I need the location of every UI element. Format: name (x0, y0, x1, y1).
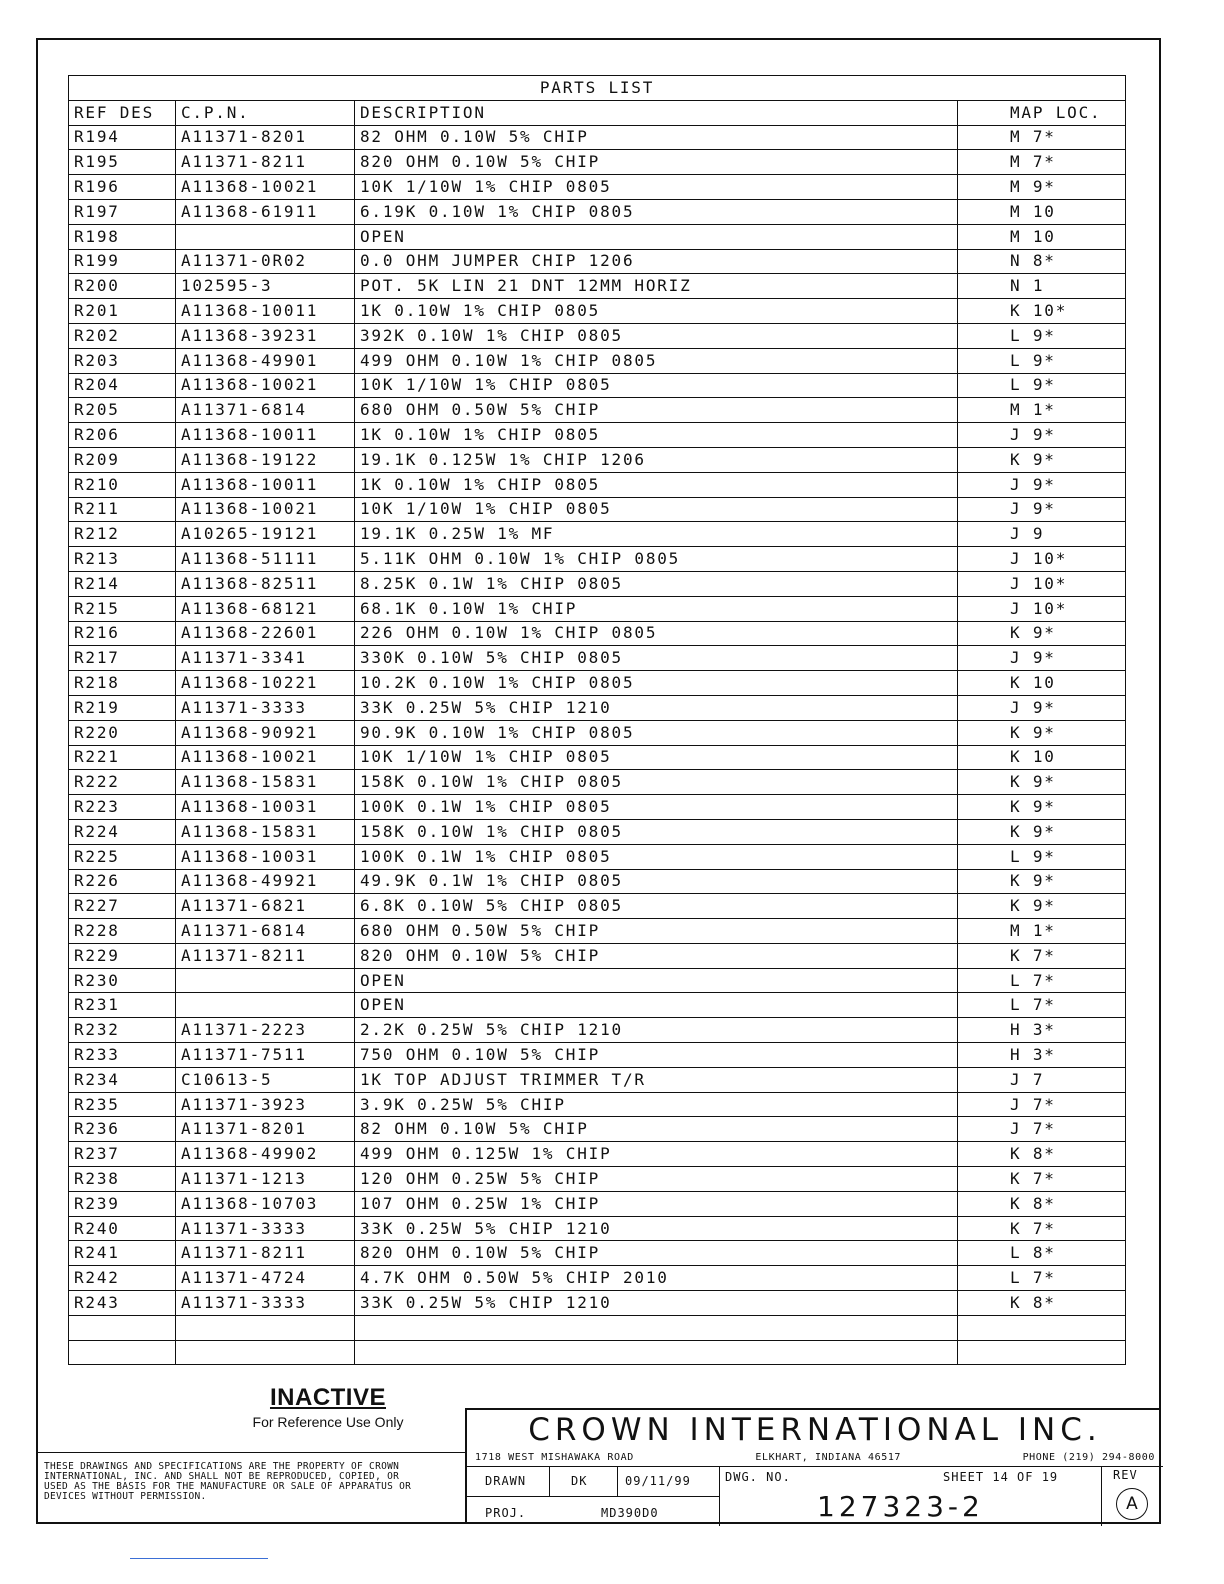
description-cell: OPEN (355, 224, 958, 249)
description-cell: 10K 1/10W 1% CHIP 0805 (355, 175, 958, 200)
map-loc-cell: J 10* (958, 571, 1126, 596)
map-loc-cell: J 7* (958, 1117, 1126, 1142)
header-description: DESCRIPTION (355, 100, 958, 125)
map-loc-cell: M 9* (958, 175, 1126, 200)
map-loc-cell: J 9 (958, 522, 1126, 547)
table-row (69, 646, 1126, 671)
cpn-cell: A11368-10031 (176, 795, 355, 820)
cpn-cell: A11368-39231 (176, 323, 355, 348)
ref-des-cell: R233 (69, 1043, 176, 1068)
ref-des-cell: R213 (69, 547, 176, 572)
cpn-cell: A11368-82511 (176, 571, 355, 596)
cpn-cell: A11368-68121 (176, 596, 355, 621)
map-loc-cell: K 9* (958, 819, 1126, 844)
ref-des-cell: R241 (69, 1241, 176, 1266)
ref-des-cell (69, 1340, 176, 1365)
ref-des-cell: R222 (69, 770, 176, 795)
map-loc-cell: H 3* (958, 1043, 1126, 1068)
ref-des-cell: R235 (69, 1092, 176, 1117)
map-loc-cell: L 9* (958, 323, 1126, 348)
ref-des-cell: R201 (69, 299, 176, 324)
description-cell: 330K 0.10W 5% CHIP 0805 (355, 646, 958, 671)
table-row (69, 398, 1126, 423)
ref-des-cell: R224 (69, 819, 176, 844)
ref-des-cell: R203 (69, 348, 176, 373)
drawn-proj-divider (467, 1496, 719, 1497)
company-address (475, 1452, 1155, 1463)
table-row (69, 522, 1126, 547)
cpn-cell: A11368-90921 (176, 720, 355, 745)
table-row (69, 1216, 1126, 1241)
description-cell: 10K 1/10W 1% CHIP 0805 (355, 745, 958, 770)
table-row (69, 869, 1126, 894)
table-row (69, 1067, 1126, 1092)
cpn-cell: A11371-3333 (176, 695, 355, 720)
ref-des-cell: R206 (69, 423, 176, 448)
description-cell: 19.1K 0.25W 1% MF (355, 522, 958, 547)
ref-des-cell: R209 (69, 447, 176, 472)
cpn-cell (176, 968, 355, 993)
description-cell: 33K 0.25W 5% CHIP 1210 (355, 695, 958, 720)
cpn-cell: A11368-15831 (176, 819, 355, 844)
description-cell: 499 OHM 0.125W 1% CHIP (355, 1142, 958, 1167)
cpn-cell: A11368-51111 (176, 547, 355, 572)
address-street: 1718 WEST MISHAWAKA ROAD (475, 1452, 634, 1463)
description-cell: 820 OHM 0.10W 5% CHIP (355, 150, 958, 175)
table-row (69, 472, 1126, 497)
ref-des-cell: R199 (69, 249, 176, 274)
parts-list-body (69, 125, 1126, 1365)
table-row (69, 1043, 1126, 1068)
ref-des-cell: R225 (69, 844, 176, 869)
ref-des-cell: R223 (69, 795, 176, 820)
parts-list-title: PARTS LIST (69, 76, 1126, 101)
table-row (69, 1241, 1126, 1266)
drawn-label: DRAWN (485, 1474, 527, 1488)
table-row (69, 373, 1126, 398)
map-loc-cell: K 9* (958, 795, 1126, 820)
table-row (69, 819, 1126, 844)
drawing-number: 127323-2 (817, 1490, 984, 1523)
cpn-cell: A11371-2223 (176, 1018, 355, 1043)
table-row (69, 1340, 1126, 1365)
map-loc-cell: J 7 (958, 1067, 1126, 1092)
cpn-cell: A11368-10221 (176, 671, 355, 696)
ref-des-cell: R200 (69, 274, 176, 299)
table-row (69, 299, 1126, 324)
description-cell: 680 OHM 0.50W 5% CHIP (355, 398, 958, 423)
cpn-cell: A11371-1213 (176, 1167, 355, 1192)
map-loc-cell: K 8* (958, 1291, 1126, 1316)
cpn-cell: A11371-6814 (176, 398, 355, 423)
map-loc-cell: K 7* (958, 1216, 1126, 1241)
table-row (69, 720, 1126, 745)
table-row (69, 1117, 1126, 1142)
ref-des-cell: R232 (69, 1018, 176, 1043)
table-row (69, 125, 1126, 150)
table-row (69, 795, 1126, 820)
header-cpn: C.P.N. (176, 100, 355, 125)
ref-des-cell: R234 (69, 1067, 176, 1092)
map-loc-cell: J 9* (958, 472, 1126, 497)
cpn-cell: A11368-22601 (176, 621, 355, 646)
title-block-divider (467, 1466, 1163, 1467)
ref-des-cell: R240 (69, 1216, 176, 1241)
table-row (69, 943, 1126, 968)
ref-des-cell: R219 (69, 695, 176, 720)
cpn-cell: A11368-49921 (176, 869, 355, 894)
description-cell: POT. 5K LIN 21 DNT 12MM HORIZ (355, 274, 958, 299)
map-loc-cell: K 8* (958, 1142, 1126, 1167)
description-cell: 8.25K 0.1W 1% CHIP 0805 (355, 571, 958, 596)
table-row (69, 596, 1126, 621)
description-cell: 6.8K 0.10W 5% CHIP 0805 (355, 894, 958, 919)
map-loc-cell: K 9* (958, 720, 1126, 745)
table-row (69, 1142, 1126, 1167)
description-cell: 6.19K 0.10W 1% CHIP 0805 (355, 199, 958, 224)
inactive-stamp (240, 1384, 416, 1430)
description-cell: 100K 0.1W 1% CHIP 0805 (355, 844, 958, 869)
map-loc-cell: M 1* (958, 398, 1126, 423)
table-row (69, 348, 1126, 373)
map-loc-cell: K 9* (958, 869, 1126, 894)
map-loc-cell: L 7* (958, 1266, 1126, 1291)
description-cell: 820 OHM 0.10W 5% CHIP (355, 943, 958, 968)
map-loc-cell: N 1 (958, 274, 1126, 299)
map-loc-cell (958, 1315, 1126, 1340)
description-cell: 10.2K 0.10W 1% CHIP 0805 (355, 671, 958, 696)
description-cell: 82 OHM 0.10W 5% CHIP (355, 1117, 958, 1142)
table-row (69, 695, 1126, 720)
map-loc-cell: N 8* (958, 249, 1126, 274)
table-row (69, 274, 1126, 299)
rev-divider (1101, 1466, 1102, 1526)
table-row (69, 844, 1126, 869)
cpn-cell: A11368-10021 (176, 373, 355, 398)
description-cell: 2.2K 0.25W 5% CHIP 1210 (355, 1018, 958, 1043)
ref-des-cell: R238 (69, 1167, 176, 1192)
table-row (69, 150, 1126, 175)
description-cell: 120 OHM 0.25W 5% CHIP (355, 1167, 958, 1192)
cpn-cell: A11371-8201 (176, 125, 355, 150)
drawn-date: 09/11/99 (625, 1474, 691, 1488)
table-row (69, 745, 1126, 770)
ref-des-cell: R243 (69, 1291, 176, 1316)
description-cell: 68.1K 0.10W 1% CHIP (355, 596, 958, 621)
ref-des-cell: R216 (69, 621, 176, 646)
ref-des-cell (69, 1315, 176, 1340)
description-cell: 90.9K 0.10W 1% CHIP 0805 (355, 720, 958, 745)
table-row (69, 993, 1126, 1018)
table-row (69, 1315, 1126, 1340)
table-row (69, 1018, 1126, 1043)
ref-des-cell: R226 (69, 869, 176, 894)
ref-des-cell: R237 (69, 1142, 176, 1167)
table-row (69, 894, 1126, 919)
cpn-cell: A11368-10703 (176, 1191, 355, 1216)
cpn-cell: A11371-8211 (176, 943, 355, 968)
cpn-cell: A10265-19121 (176, 522, 355, 547)
table-row (69, 770, 1126, 795)
description-cell: 82 OHM 0.10W 5% CHIP (355, 125, 958, 150)
cpn-cell: A11368-49902 (176, 1142, 355, 1167)
table-row (69, 671, 1126, 696)
table-row (69, 1167, 1126, 1192)
description-cell: 750 OHM 0.10W 5% CHIP (355, 1043, 958, 1068)
table-row (69, 621, 1126, 646)
cpn-cell: A11371-4724 (176, 1266, 355, 1291)
map-loc-cell (958, 1340, 1126, 1365)
description-cell: 107 OHM 0.25W 1% CHIP (355, 1191, 958, 1216)
description-cell (355, 1340, 958, 1365)
description-cell: 4.7K OHM 0.50W 5% CHIP 2010 (355, 1266, 958, 1291)
description-cell: 158K 0.10W 1% CHIP 0805 (355, 819, 958, 844)
table-row (69, 919, 1126, 944)
description-cell: 0.0 OHM JUMPER CHIP 1206 (355, 249, 958, 274)
table-row (69, 1092, 1126, 1117)
ref-des-cell: R236 (69, 1117, 176, 1142)
map-loc-cell: M 7* (958, 125, 1126, 150)
cpn-cell: A11371-8211 (176, 150, 355, 175)
description-cell: 1K TOP ADJUST TRIMMER T/R (355, 1067, 958, 1092)
ref-des-cell: R239 (69, 1191, 176, 1216)
table-row (69, 497, 1126, 522)
cpn-cell (176, 1340, 355, 1365)
map-loc-cell: M 10 (958, 199, 1126, 224)
map-loc-cell: J 10* (958, 596, 1126, 621)
map-loc-cell: J 10* (958, 547, 1126, 572)
drawn-divider-2 (617, 1466, 618, 1496)
cpn-cell: A11371-3923 (176, 1092, 355, 1117)
table-row (69, 447, 1126, 472)
map-loc-cell: K 9* (958, 894, 1126, 919)
description-cell: 1K 0.10W 1% CHIP 0805 (355, 423, 958, 448)
map-loc-cell: L 7* (958, 968, 1126, 993)
description-cell: 158K 0.10W 1% CHIP 0805 (355, 770, 958, 795)
drawn-divider-1 (549, 1466, 550, 1496)
description-cell: 5.11K OHM 0.10W 1% CHIP 0805 (355, 547, 958, 572)
proj-label: PROJ. (485, 1506, 527, 1520)
table-row (69, 175, 1126, 200)
ref-des-cell: R194 (69, 125, 176, 150)
cpn-cell: A11368-49901 (176, 348, 355, 373)
company-name: CROWN INTERNATIONAL INC. (528, 1412, 1102, 1448)
table-row (69, 547, 1126, 572)
map-loc-cell: K 10 (958, 745, 1126, 770)
map-loc-cell: K 10 (958, 671, 1126, 696)
description-cell: 392K 0.10W 1% CHIP 0805 (355, 323, 958, 348)
table-row (69, 249, 1126, 274)
ref-des-cell: R221 (69, 745, 176, 770)
cpn-cell: A11371-3333 (176, 1216, 355, 1241)
table-row (69, 423, 1126, 448)
description-cell: 226 OHM 0.10W 1% CHIP 0805 (355, 621, 958, 646)
header-ref-des: REF DES (69, 100, 176, 125)
rev-label: REV (1113, 1468, 1138, 1482)
cpn-cell: A11371-7511 (176, 1043, 355, 1068)
ref-des-cell: R212 (69, 522, 176, 547)
description-cell: 3.9K 0.25W 5% CHIP (355, 1092, 958, 1117)
table-row (69, 1291, 1126, 1316)
table-row (69, 224, 1126, 249)
ref-des-cell: R220 (69, 720, 176, 745)
map-loc-cell: K 10* (958, 299, 1126, 324)
cpn-cell: C10613-5 (176, 1067, 355, 1092)
map-loc-cell: L 8* (958, 1241, 1126, 1266)
description-cell: 49.9K 0.1W 1% CHIP 0805 (355, 869, 958, 894)
map-loc-cell: L 7* (958, 993, 1126, 1018)
address-phone: PHONE (219) 294-8000 (1022, 1452, 1155, 1463)
sheet-number: SHEET 14 OF 19 (943, 1470, 1059, 1484)
ref-des-cell: R217 (69, 646, 176, 671)
table-row (69, 1191, 1126, 1216)
cpn-cell: 102595-3 (176, 274, 355, 299)
ref-des-cell: R228 (69, 919, 176, 944)
cpn-cell: A11371-6821 (176, 894, 355, 919)
inactive-title: INACTIVE (269, 1384, 386, 1411)
ref-des-cell: R229 (69, 943, 176, 968)
description-cell: 33K 0.25W 5% CHIP 1210 (355, 1291, 958, 1316)
ref-des-cell: R211 (69, 497, 176, 522)
dwg-divider (719, 1466, 720, 1526)
ref-des-cell: R230 (69, 968, 176, 993)
map-loc-cell: M 1* (958, 919, 1126, 944)
table-row (69, 323, 1126, 348)
header-map-loc: MAP LOC. (958, 100, 1126, 125)
map-loc-cell: J 7* (958, 1092, 1126, 1117)
cpn-cell: A11368-10021 (176, 497, 355, 522)
cpn-cell (176, 993, 355, 1018)
map-loc-cell: L 9* (958, 373, 1126, 398)
ref-des-cell: R215 (69, 596, 176, 621)
cpn-cell: A11371-3341 (176, 646, 355, 671)
drawn-by: DK (571, 1474, 588, 1488)
description-cell: 19.1K 0.125W 1% CHIP 1206 (355, 447, 958, 472)
description-cell: 33K 0.25W 5% CHIP 1210 (355, 1216, 958, 1241)
ref-des-cell: R231 (69, 993, 176, 1018)
map-loc-cell: K 7* (958, 943, 1126, 968)
link-underline (130, 1558, 268, 1559)
description-cell (355, 1315, 958, 1340)
ref-des-cell: R205 (69, 398, 176, 423)
map-loc-cell: J 9* (958, 646, 1126, 671)
cpn-cell: A11368-10011 (176, 472, 355, 497)
parts-list-table (68, 75, 1126, 1365)
cpn-cell: A11371-3333 (176, 1291, 355, 1316)
map-loc-cell: J 9* (958, 497, 1126, 522)
address-city: ELKHART, INDIANA 46517 (755, 1452, 902, 1463)
table-row (69, 968, 1126, 993)
ref-des-cell: R218 (69, 671, 176, 696)
description-cell: 680 OHM 0.50W 5% CHIP (355, 919, 958, 944)
cpn-cell: A11368-10021 (176, 175, 355, 200)
cpn-cell: A11371-6814 (176, 919, 355, 944)
description-cell: 10K 1/10W 1% CHIP 0805 (355, 497, 958, 522)
map-loc-cell: L 9* (958, 844, 1126, 869)
description-cell: 1K 0.10W 1% CHIP 0805 (355, 472, 958, 497)
map-loc-cell: J 9* (958, 423, 1126, 448)
description-cell: 10K 1/10W 1% CHIP 0805 (355, 373, 958, 398)
description-cell: 1K 0.10W 1% CHIP 0805 (355, 299, 958, 324)
cpn-cell: A11371-0R02 (176, 249, 355, 274)
cpn-cell (176, 224, 355, 249)
ref-des-cell: R214 (69, 571, 176, 596)
notice-divider (36, 1452, 465, 1453)
map-loc-cell: K 8* (958, 1191, 1126, 1216)
cpn-cell: A11368-19122 (176, 447, 355, 472)
revision-circle: A (1116, 1488, 1148, 1520)
map-loc-cell: J 9* (958, 695, 1126, 720)
table-row (69, 199, 1126, 224)
dwg-no-label: DWG. NO. (725, 1470, 791, 1484)
ref-des-cell: R210 (69, 472, 176, 497)
map-loc-cell: K 9* (958, 770, 1126, 795)
ref-des-cell: R195 (69, 150, 176, 175)
legal-notice: THESE DRAWINGS AND SPECIFICATIONS ARE THE PROPERTY OF CROWN INTERNATIONAL, INC. AND SHALL NOT BE REPRODUCED, COPIED, OR USED AS THE BASIS FOR THE MANUFACTURE OR SALE OF APPARATUS OR DEVICES WITHOUT PERMISSION. (44, 1461, 412, 1502)
cpn-cell: A11368-10011 (176, 299, 355, 324)
ref-des-cell: R198 (69, 224, 176, 249)
table-row (69, 571, 1126, 596)
map-loc-cell: H 3* (958, 1018, 1126, 1043)
cpn-cell: A11368-61911 (176, 199, 355, 224)
cpn-cell: A11368-10031 (176, 844, 355, 869)
cpn-cell: A11371-8211 (176, 1241, 355, 1266)
cpn-cell: A11368-10011 (176, 423, 355, 448)
ref-des-cell: R202 (69, 323, 176, 348)
map-loc-cell: M 10 (958, 224, 1126, 249)
ref-des-cell: R227 (69, 894, 176, 919)
ref-des-cell: R196 (69, 175, 176, 200)
map-loc-cell: M 7* (958, 150, 1126, 175)
title-block (465, 1408, 1161, 1524)
description-cell: 100K 0.1W 1% CHIP 0805 (355, 795, 958, 820)
cpn-cell (176, 1315, 355, 1340)
description-cell: OPEN (355, 968, 958, 993)
ref-des-cell: R197 (69, 199, 176, 224)
description-cell: 499 OHM 0.10W 1% CHIP 0805 (355, 348, 958, 373)
map-loc-cell: L 9* (958, 348, 1126, 373)
cpn-cell: A11371-8201 (176, 1117, 355, 1142)
cpn-cell: A11368-15831 (176, 770, 355, 795)
ref-des-cell: R242 (69, 1266, 176, 1291)
map-loc-cell: K 7* (958, 1167, 1126, 1192)
map-loc-cell: K 9* (958, 621, 1126, 646)
description-cell: 820 OHM 0.10W 5% CHIP (355, 1241, 958, 1266)
map-loc-cell: K 9* (958, 447, 1126, 472)
description-cell: OPEN (355, 993, 958, 1018)
inactive-subtitle: For Reference Use Only (252, 1414, 404, 1430)
project-code: MD390D0 (601, 1506, 659, 1520)
table-row (69, 1266, 1126, 1291)
cpn-cell: A11368-10021 (176, 745, 355, 770)
ref-des-cell: R204 (69, 373, 176, 398)
